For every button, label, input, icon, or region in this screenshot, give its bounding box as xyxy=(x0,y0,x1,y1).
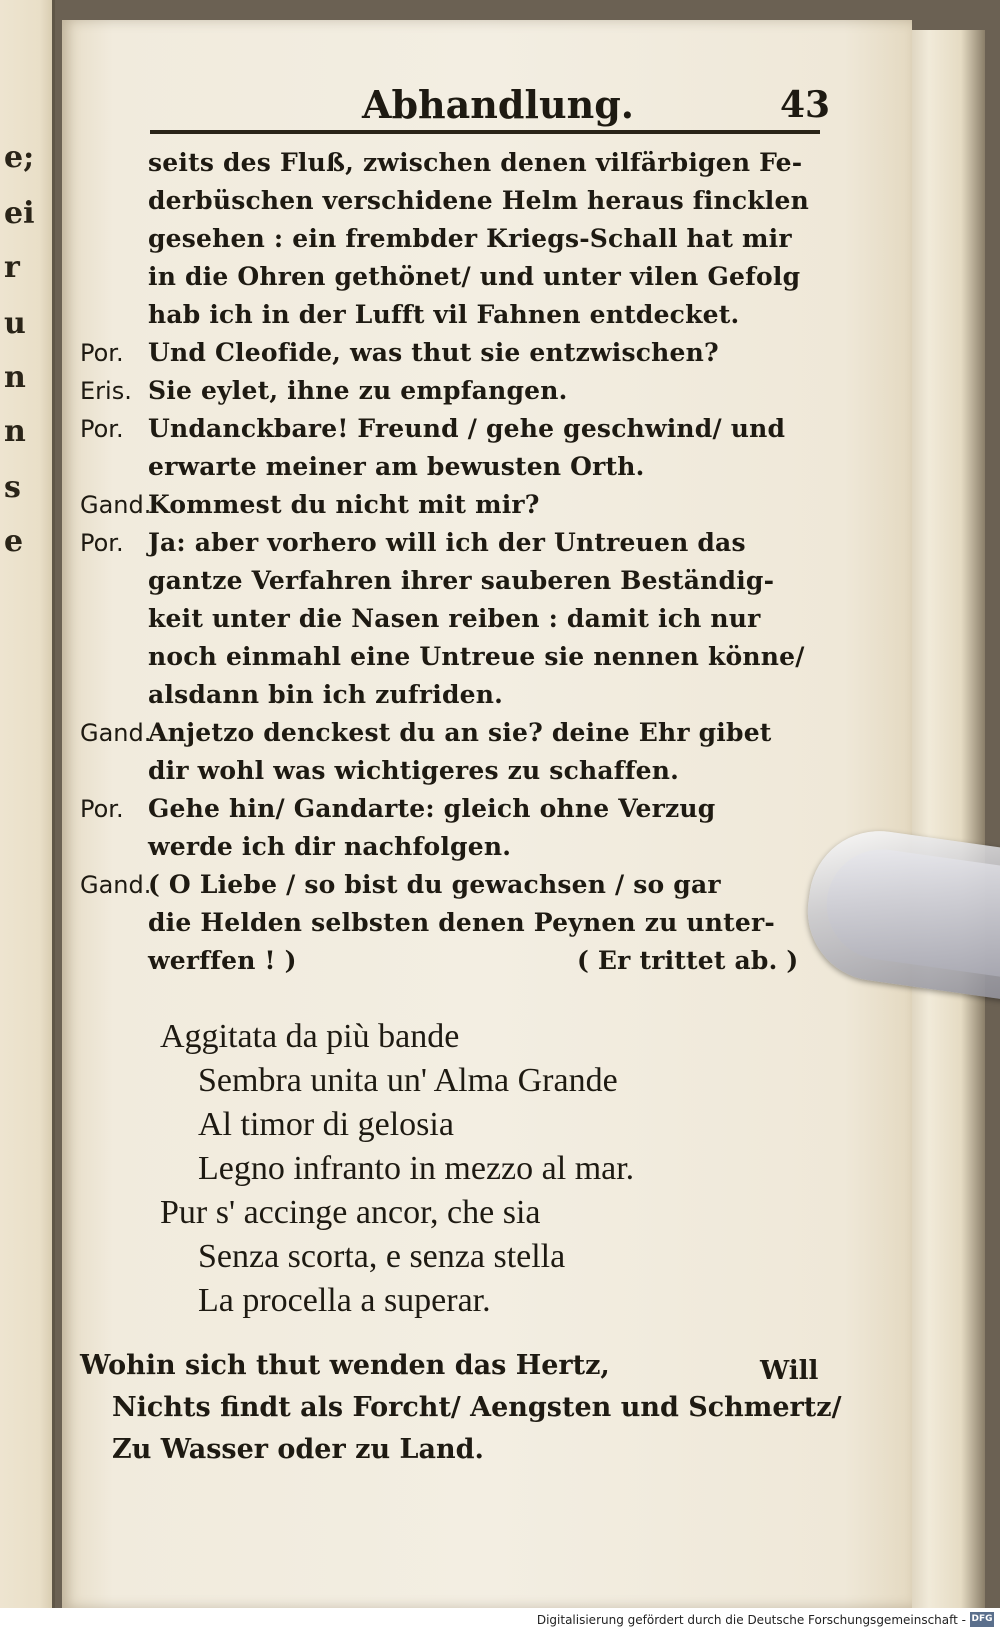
left-page-fragment: e xyxy=(4,524,24,559)
aria-line: Pur s' accinge ancor, che sia xyxy=(160,1194,541,1231)
left-page-fragment: s xyxy=(4,470,21,505)
text-line: hab ich in der Lufft vil Fahnen entdecket. xyxy=(148,300,740,329)
dialogue-line: ( O Liebe / so bist du gewachsen / so gar xyxy=(148,870,721,899)
speaker-label: Gand. xyxy=(80,871,152,899)
speaker-label: Por. xyxy=(80,339,124,367)
page-number: 43 xyxy=(780,84,831,126)
left-page-fragment: e; xyxy=(4,140,35,175)
aria-line: Aggitata da più bande xyxy=(160,1018,460,1055)
dialogue-line: Gehe hin/ Gandarte: gleich ohne Verzug xyxy=(148,794,716,823)
dialogue-line: Und Cleofide, was thut sie entzwischen? xyxy=(148,338,719,367)
page-stack-edge xyxy=(905,30,985,1608)
dialogue-line: Ja: aber vorhero will ich der Untreuen das xyxy=(148,528,746,557)
left-page-edge xyxy=(0,0,55,1608)
dialogue-line: alsdann bin ich zufriden. xyxy=(148,680,504,709)
footer-bar xyxy=(0,1608,1000,1633)
speaker-label: Eris. xyxy=(80,377,132,405)
dialogue-line: erwarte meiner am bewusten Orth. xyxy=(148,452,645,481)
text-line: in die Ohren gethönet/ und unter vilen Gefolg xyxy=(148,262,801,291)
aria-line: Al timor di gelosia xyxy=(198,1106,454,1143)
catchword: Will xyxy=(760,1356,819,1386)
text-line: gesehen : ein frembder Kriegs-Schall hat mir xyxy=(148,224,792,253)
running-head: Abhandlung. xyxy=(362,82,634,127)
dialogue-line: dir wohl was wichtigeres zu schaffen. xyxy=(148,756,680,785)
text-line: seits des Fluß, zwischen denen vilfärbigen Fe- xyxy=(148,148,803,177)
dialogue-line: die Helden selbsten denen Peynen zu unter- xyxy=(148,908,775,937)
dialogue-line: Anjetzo denckest du an sie? deine Ehr gibet xyxy=(148,718,772,747)
dialogue-line: keit unter die Nasen reiben : damit ich nur xyxy=(148,604,761,633)
dialogue-line: werffen ! ) xyxy=(148,946,297,975)
aria-line: Sembra unita un' Alma Grande xyxy=(198,1062,618,1099)
stage-direction: ( Er trittet ab. ) xyxy=(577,946,799,975)
text-line: derbüschen verschidene Helm heraus fincklen xyxy=(148,186,809,215)
dialogue-line: noch einmahl eine Untreue sie nennen könne/ xyxy=(148,642,805,671)
aria-line: Senza scorta, e senza stella xyxy=(198,1238,566,1275)
left-page-fragment: u xyxy=(4,306,26,341)
verse-line: Wohin sich thut wenden das Hertz, xyxy=(80,1350,610,1381)
speaker-label: Por. xyxy=(80,795,124,823)
left-page-fragment: n xyxy=(4,360,26,395)
speaker-label: Por. xyxy=(80,415,124,443)
dialogue-line: werde ich dir nachfolgen. xyxy=(148,832,512,861)
dialogue-line: Sie eylet, ihne zu empfangen. xyxy=(148,376,568,405)
speaker-label: Gand. xyxy=(80,719,152,747)
dfg-logo: DFG xyxy=(970,1612,994,1627)
footer-credit: Digitalisierung gefördert durch die Deutsche Forschungsgemeinschaft - xyxy=(536,1613,966,1627)
book-page xyxy=(62,20,912,1608)
speaker-label: Por. xyxy=(80,529,124,557)
header-rule xyxy=(150,130,820,134)
dialogue-line: Undanckbare! Freund / gehe geschwind/ und xyxy=(148,414,786,443)
left-page-fragment: r xyxy=(4,250,20,285)
page-clip-inner xyxy=(820,842,1000,979)
verse-line: Nichts findt als Forcht/ Aengsten und Schmertz/ xyxy=(112,1392,842,1423)
dialogue-line: Kommest du nicht mit mir? xyxy=(148,490,540,519)
aria-line: Legno infranto in mezzo al mar. xyxy=(198,1150,635,1187)
dialogue-line: gantze Verfahren ihrer sauberen Beständig- xyxy=(148,566,775,595)
verse-line: Zu Wasser oder zu Land. xyxy=(112,1434,484,1465)
left-page-fragment: n xyxy=(4,414,26,449)
aria-line: La procella a superar. xyxy=(198,1282,491,1319)
left-page-fragment: ei xyxy=(4,196,35,231)
speaker-label: Gand. xyxy=(80,491,152,519)
